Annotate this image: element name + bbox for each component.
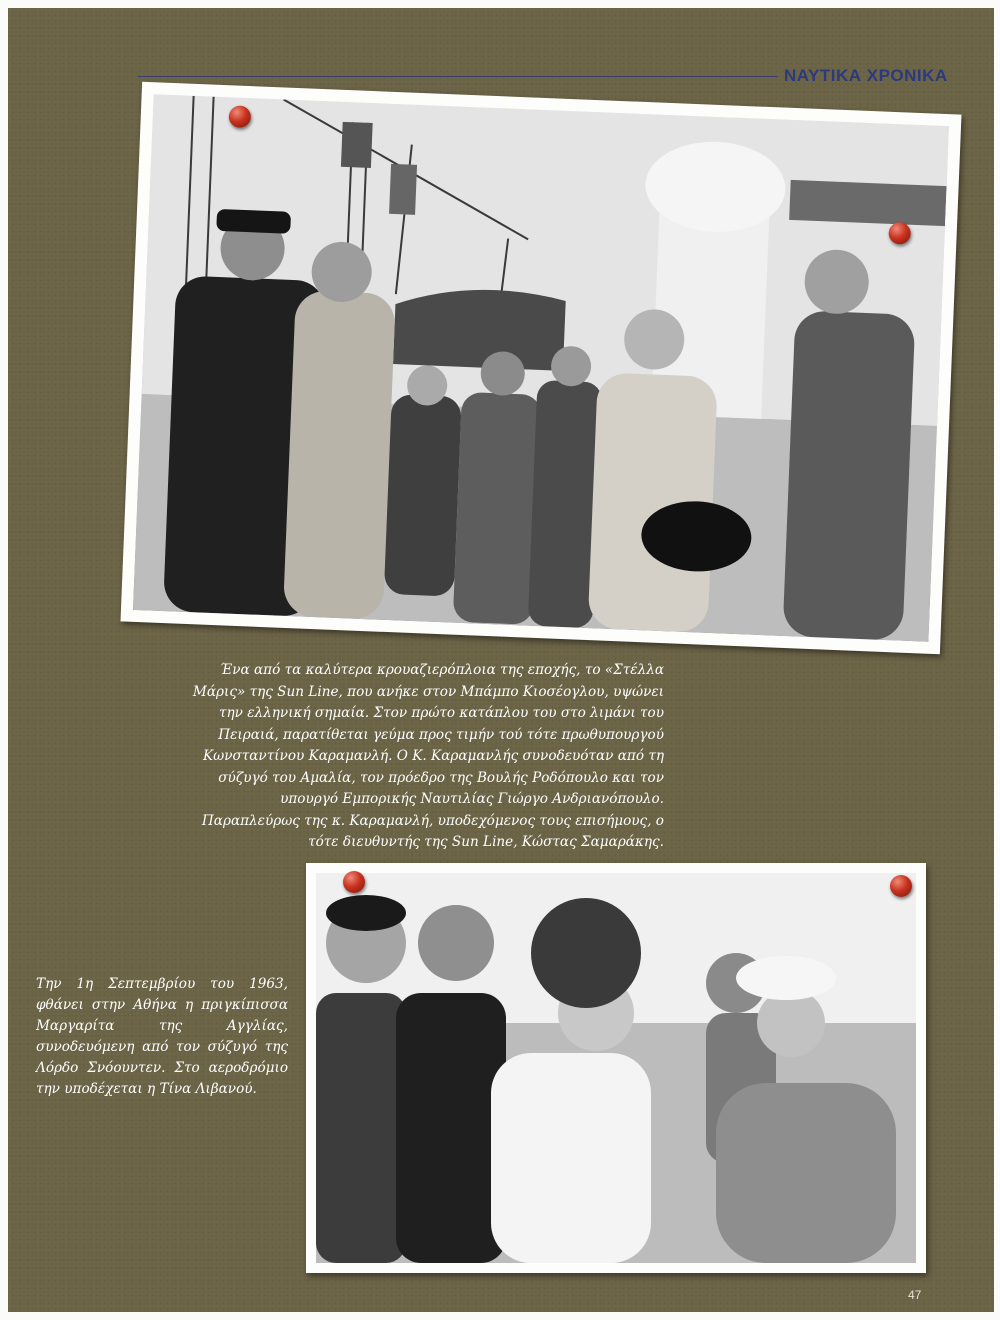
magazine-page bbox=[8, 8, 994, 1312]
section-title: ΝΑΥΤΙΚΑ ΧΡΟΝΙΚΑ bbox=[784, 66, 948, 85]
caption-ship-photo: Ένα από τα καλύτερα κρουαζιερόπλοια της εποχής, το «Στέλλα Μάρις» της Sun Line, που ανήκε στον Μπάμπο Κιοσέογλου, υψώνει την ελληνική σημαία. Στον πρώτο κατάπλου του στο λιμάνι του Πειραιά, παρατίθεται γεύμα προς τιμήν τού τότε πρωθυπουργού Κωνσταντίνου Καραμανλή. Ο Κ. Καραμανλής συνοδευόταν από τη σύζυγό του Αμαλία, τον πρόεδρο της Βουλής Ροδόπουλο και τον υπουργό Εμπορικής Ναυτιλίας Γιώργο Ανδριανόπουλο. Παραπλεύρως της κ. Καραμανλή, υποδεχόμενος τους επισήμους, ο τότε διευθυντής της Sun Line, Κώστας Σαμαράκης. bbox=[192, 662, 664, 850]
header-rule bbox=[138, 76, 778, 77]
pin-icon bbox=[343, 871, 365, 893]
photo-ship-deck bbox=[120, 82, 961, 654]
photo-airport-arrival bbox=[306, 863, 926, 1273]
caption-airport-photo: Την 1η Σεπτεμβρίου του 1963, φθάνει στην Αθήνα η πριγκίπισσα Μαργαρίτα της Αγγλίας, συνοδευόμενη από τον σύζυγό της Λόρδο Σνόουντεν. Στο αεροδρόμιο την υποδέχεται η Τίνα Λιβανού. bbox=[36, 976, 288, 1097]
page-number: 47 bbox=[908, 1288, 922, 1302]
photo-airport-arrival-image bbox=[316, 873, 916, 1263]
photo-ship-deck-image bbox=[133, 94, 949, 642]
pin-icon bbox=[890, 875, 912, 897]
